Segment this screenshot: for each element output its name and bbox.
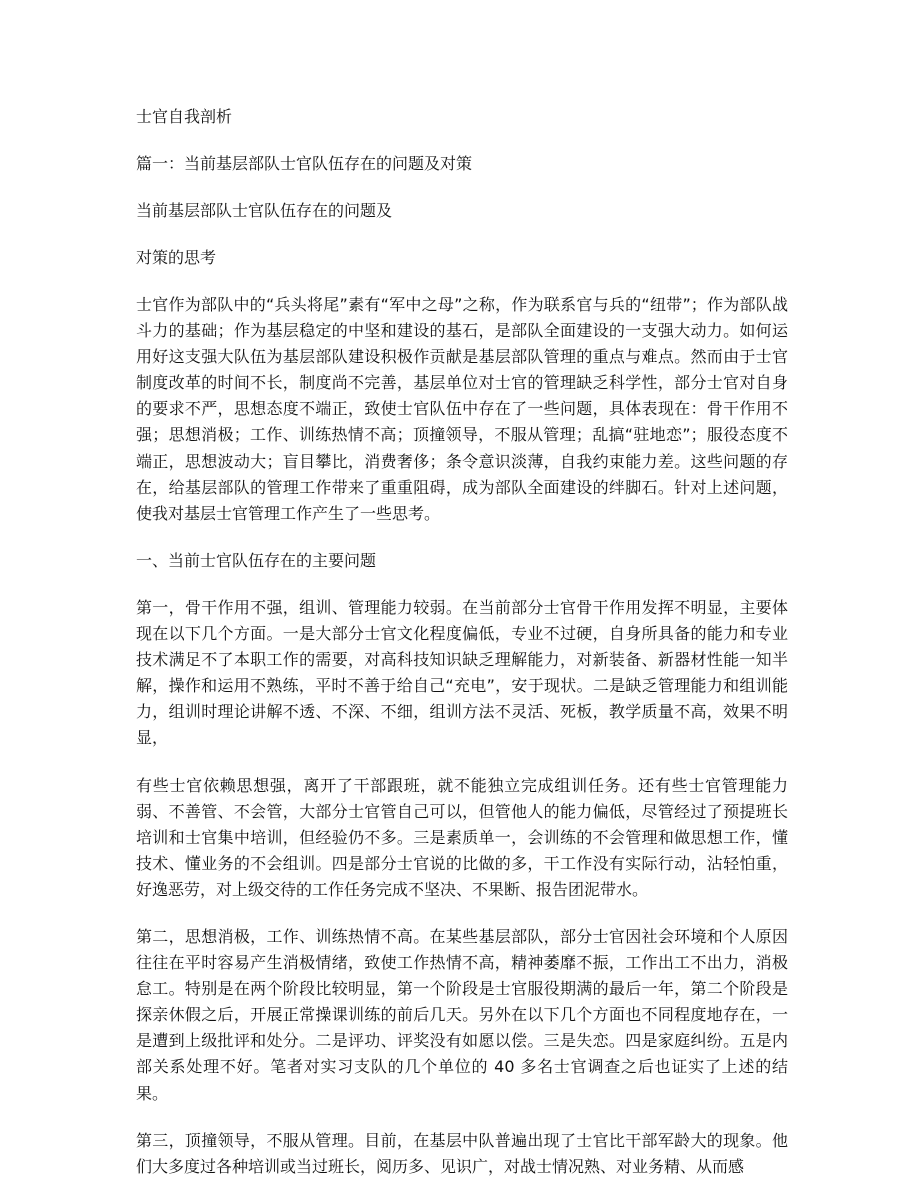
- paragraph-intro: 士官作为部队中的“兵头将尾”素有“军中之母”之称，作为联系官与兵的“纽带”；作为部队战斗力的基础；作为基层稳定的中坚和建设的基石，是部队全面建设的一支强大动力。如何运用好这支强大队伍为基层部队建设积极作贡献是基层部队管理的重点与难点。然而由于士官制度改革的时间不长，制度尚不完善，基层单位对士官的管理缺乏科学性，部分士官对自身的要求不严，思想态度不端正，致使士官队伍中存在了一些问题，具体表现在：骨干作用不强；思想消极；工作、训练热情不高；顶撞领导，不服从管理；乱搞“驻地恋”；服役态度不端正，思想波动大；盲目攀比，消费奢侈；条令意识淡薄，自我约束能力差。这些问题的存在，给基层部队的管理工作带来了重重阻碍，成为部队全面建设的绊脚石。针对上述问题，使我对基层士官管理工作产生了一些思考。: [136, 295, 788, 523]
- subheading-main-problems: 一、当前士官队伍存在的主要问题: [136, 550, 377, 570]
- paragraph-third-point: 第三，顶撞领导，不服从管理。目前，在基层中队普遍出现了士官比干部军龄大的现象。他们大多度过各种培训或当过班长，阅历多、见识广，对战士情况熟、对业务精、从而感: [136, 1130, 788, 1176]
- paragraph-second-point: 第二，思想消极，工作、训练热情不高。在某些基层部队，部分士官因社会环境和个人原因往往在平时容易产生消极情绪，致使工作热情不高，精神萎靡不振，工作出工不出力，消极怠工。特别是在两个阶段比较明显，第一个阶段是士官服役期满的最后一年，第二个阶段是探亲休假之后，开展正常操课训练的前后几天。另外在以下几个方面也不同程度地存在，一是遭到上级批评和处分。二是评功、评奖没有如愿以偿。三是失恋。四是家庭纠纷。五是内部关系处理不好。笔者对实习支队的几个单位的 40 多名士官调查之后也证实了上述的结果。: [136, 926, 788, 1103]
- document-page: [136, 104, 788, 1201]
- paragraph-first-point: 第一，骨干作用不强，组训、管理能力较弱。在当前部分士官骨干作用发挥不明显，主要体现在以下几个方面。一是大部分士官文化程度偏低，专业不过硬，自身所具备的能力和专业技术满足不了本职工作的需要，对高科技知识缺乏理解能力，对新装备、新器材性能一知半解，操作和运用不熟练，平时不善于给自己“充电”，安于现状。二是缺乏管理能力和组训能力，组训时理论讲解不透、不深、不细，组训方法不灵活、死板，教学质量不高，效果不明显，: [136, 597, 788, 748]
- document-title: 士官自我剖析: [136, 107, 233, 126]
- article-title-line-2: 对策的思考: [136, 248, 217, 267]
- paragraph-first-point-continued: 有些士官依赖思想强，离开了干部跟班，就不能独立完成组训任务。还有些士官管理能力弱、不善管、不会管，大部分士官管自己可以，但管他人的能力偏低，尽管经过了预提班长培训和士官集中培训，但经验仍不多。三是素质单一，会训练的不会管理和做思想工作，懂技术、懂业务的不会组训。四是部分士官说的比做的多，干工作没有实际行动，沾轻怕重，好逸恶劳，对上级交待的工作任务完成不坚决、不果断、报告团泥带水。: [136, 775, 788, 899]
- article-title-line-1: 当前基层部队士官队伍存在的问题及: [136, 201, 393, 220]
- section-heading: 篇一：当前基层部队士官队伍存在的问题及对策: [136, 154, 473, 173]
